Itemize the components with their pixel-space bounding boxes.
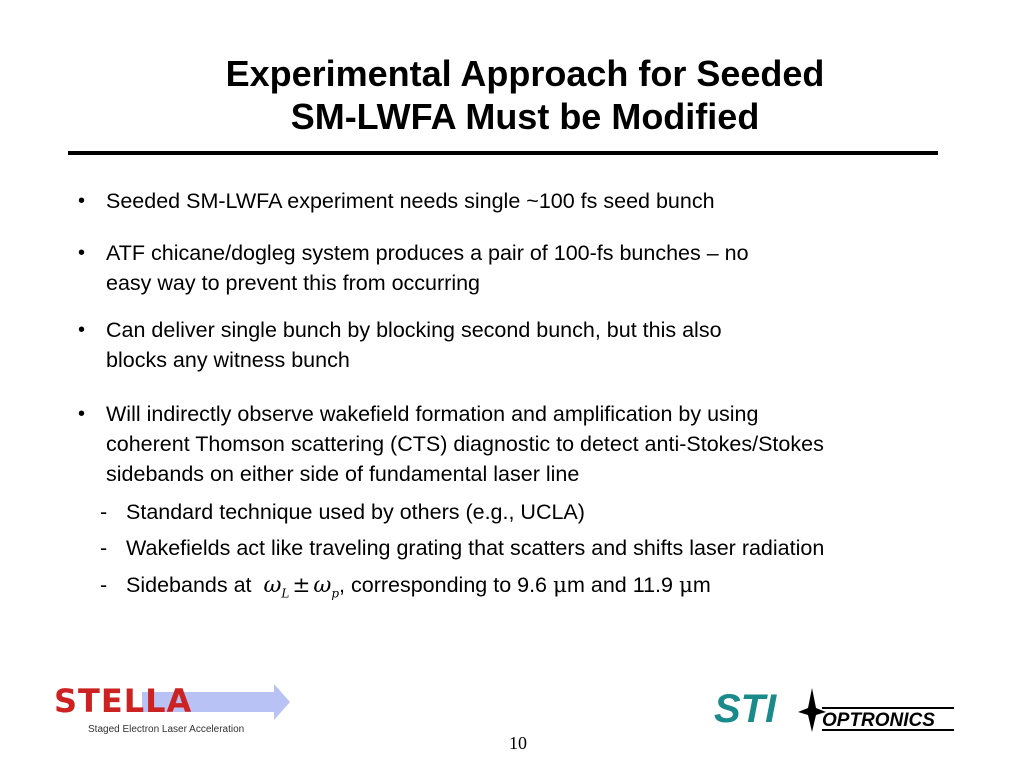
bullet-line: coherent Thomson scattering (CTS) diagnostic to detect anti-Stokes/Stokes	[106, 432, 824, 456]
sti-wordmark: STI	[714, 687, 777, 731]
bullet-line: ATF chicane/dogleg system produces a pair of 100-fs bunches – no	[106, 241, 749, 265]
optronics-wordmark: OPTRONICS	[822, 710, 935, 731]
page-number: 10	[509, 733, 527, 753]
sub-bullet-text: Standard technique used by others (e.g., UCLA)	[126, 500, 585, 524]
title-line-2: SM-LWFA Must be Modified	[290, 96, 760, 137]
stella-caption: Staged Electron Laser Acceleration	[88, 724, 245, 735]
omega-symbol: ω	[313, 573, 332, 598]
mu-symbol: μ	[553, 573, 567, 598]
title-divider	[68, 151, 938, 155]
bullet-text	[106, 238, 749, 298]
wavelength-text: m and 11.9	[566, 573, 679, 597]
dash-marker: -	[100, 536, 108, 560]
wavelength-text: m	[692, 573, 711, 597]
bullet-line: Will indirectly observe wakefield formation and amplification by using	[106, 402, 759, 426]
slide-title	[60, 52, 990, 138]
sidebands-prefix: Sidebands at	[126, 573, 252, 597]
omega-subscript: L	[281, 586, 290, 601]
title-line-1: Experimental Approach for Seeded	[225, 53, 825, 94]
plus-minus-symbol: ±	[292, 573, 311, 598]
bullet-marker: •	[78, 242, 86, 264]
bullet-line: blocks any witness bunch	[106, 348, 350, 372]
bullet-text	[106, 399, 824, 489]
omega-subscript: p	[331, 586, 340, 601]
sub-bullet-text: Wakefields act like traveling grating that scatters and shifts laser radiation	[126, 536, 825, 560]
dash-marker: -	[100, 573, 108, 597]
bullet-marker: •	[78, 403, 86, 425]
stella-logo	[52, 680, 292, 736]
omega-p-formula	[313, 573, 340, 601]
sub-bullet-text	[126, 570, 711, 608]
mu-symbol: μ	[678, 573, 693, 598]
bullet-marker: •	[78, 190, 86, 212]
stella-wordmark: STELLA	[54, 682, 193, 720]
bullet-marker: •	[78, 319, 86, 341]
omega-symbol: ω	[263, 573, 282, 598]
wavelength-text: , corresponding to 9.6	[339, 573, 553, 597]
bullet-text: Seeded SM-LWFA experiment needs single ~100 fs seed bunch	[106, 189, 715, 213]
bullet-line: sidebands on either side of fundamental laser line	[106, 462, 580, 486]
bullet-text	[106, 315, 722, 375]
omega-l-formula	[263, 573, 290, 601]
bullet-line: easy way to prevent this from occurring	[106, 271, 481, 295]
dash-marker: -	[100, 500, 108, 524]
sti-optronics-logo	[714, 684, 964, 734]
bullet-line: Can deliver single bunch by blocking second bunch, but this also	[106, 318, 722, 342]
